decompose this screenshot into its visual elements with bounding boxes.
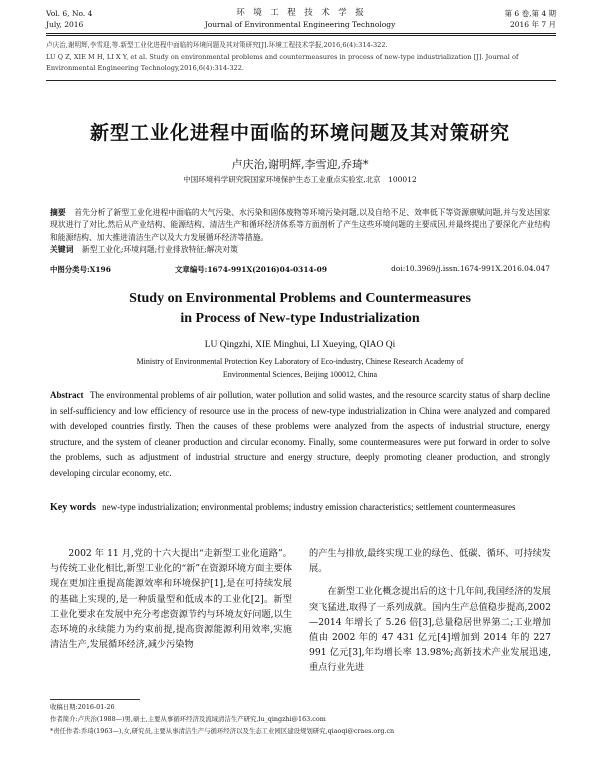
body-paragraph: 的产生与排放,最终实现工业的绿色、低碳、循环、可持续发展。 — [309, 548, 551, 575]
footnote-received: 收稿日期:2016-01-26 — [50, 703, 115, 711]
abstract-en-text: The environmental problems of air pollution, water pollution and solid wastes, and the resource scarcity status of sharp decline in self-sufficiency and low efficiency of resource use in the process of new-type industrialization in China were analyzed and compared with developed countries firstly. Then the causes of these problems were analyzed from the aspects of industrial structure, energy structure, and the system of cleaner production and circular economy. Finally, some countermeasures were put forward in order to solve the problems, such as adjustment of industrial structure and energy structure, deeply promoting cleaner production, and strongly developing circular economy, etc. — [50, 390, 551, 478]
keywords-cn-label: 关键词 — [50, 244, 74, 254]
header-journal: 环 境 工 程 技 术 学 报 Journal of Environmental Engineering Technology — [204, 8, 396, 29]
body-paragraph: 在新型工业化概念提出后的这十几年间,我国经济的发展突飞猛进,取得了一系列成就。国内生产总值稳步提高,2002—2014 年增长了 5.26 倍[3],总量稳居世界第二;工业增加值由 2002 年的 47 431 亿元[4]增加到 2014 年的 227 991 亿元[3],年均增长率 13.98%;高新技术产业发展迅速,重点行业先进 — [309, 586, 551, 674]
abstract-en-label: Abstract — [50, 390, 84, 400]
footnote-author-bio: 作者简介:卢庆治(1988—)男,硕士,主要从事循环经济及流域清洁生产研究,lu_qingzhi@163.com — [50, 715, 326, 723]
title-en: Study on Environmental Problems and Countermeasures in Process of New-type Industrialization — [129, 291, 471, 326]
header-issue: 第 6 卷,第 4 期 2016 年 7 月 — [504, 9, 556, 29]
abstract-cn — [50, 207, 550, 256]
clc-number: 中图分类号:X196 — [50, 265, 111, 274]
title-cn: 新型工业化进程中面临的环境问题及其对策研究 — [89, 122, 510, 144]
footnote-corresponding: *责任作者:乔琦(1963—),女,研究员,主要从事清洁生产与循环经济以及生态工业园区建设规划研究,qiaoqi@craes.org.cn — [50, 727, 395, 735]
authors-en: LU Qingzhi, XIE Minghui, LI Xueying, QIAO Qi — [204, 340, 396, 350]
keywords-en-text: new-type industrialization; environmental problems; industry emission characteristics; settlement countermeasures — [102, 502, 516, 512]
affiliation-cn: 中国环境科学研究院国家环境保护生态工业重点实验室,北京 100012 — [183, 175, 417, 184]
body-right-column — [309, 546, 551, 676]
article-meta-cn — [50, 264, 550, 275]
abstract-cn-text: 首先分析了新型工业化进程中面临的大气污染、水污染和固体废物等环境污染问题,以及自给不足、效率低下等资源禀赋问题,并与发达国家现状进行了对比,然后从产业结构、能源结构、清洁生产和循环经济体系等方面剖析了产生这些环境问题的主要成因,并最终提出了要深化产业结构和能源结构、加大推进清洁生产以及大力发展循环经济等措施。 — [50, 208, 551, 242]
body-paragraph: 2002 年 11 月,党的十六大提出“走新型工业化道路”。与传统工业化相比,新型工业化的“新”在资源环境方面主要体现在更加注重提高能源效率和环境保护[1],是在可持续发展的基础上实现的,是一种质量型和低成本的工业化[2]。新型工业化要求在发展中充分考虑资源节约与环境友好问题,以生态环境的永续能力为约束前提,提高资源能源利用效率,实施清洁生产,发展循环经济,减少污染物 — [50, 548, 293, 651]
keywords-cn — [50, 244, 550, 256]
citation-block: 卢庆治,谢明辉,李雪迎,等.新型工业化进程中面临的环境问题及其对策研究[J].环境工程技术学报,2016,6(4):314-322. LU Q Z, XIE M H, LI X Y, et al. Study on environmental problems and countermeasures in process of new-type industrialization [J]. Journal of Environmental Engineering Technology,2016,6(4):314-322. — [46, 41, 519, 72]
keywords-cn-text: 新型工业化;环境问题;行业排放特征;解决对策 — [81, 244, 238, 254]
header-rule — [46, 33, 556, 34]
abstract-en — [50, 388, 550, 481]
affiliation-en: Ministry of Environmental Protection Key Laboratory of Eco-industry, Chinese Research Academy of Environmental Sciences, Beijing 100012, China — [136, 357, 464, 379]
footnote-rule — [50, 699, 140, 700]
doc-code: 文章编号:1674-991X(2016)04-0314-09 — [175, 265, 327, 274]
keywords-en — [50, 500, 550, 516]
doi: doi:10.3969/j.issn.1674-991X.2016.04.047 — [391, 264, 550, 273]
authors-cn: 卢庆治,谢明辉,李雪迎,乔琦* — [231, 158, 369, 171]
header-volume: Vol. 6, No. 4 July, 2016 — [46, 9, 93, 29]
keywords-en-label: Key words — [50, 502, 96, 513]
header-rule-2 — [46, 35, 556, 36]
body-left-column — [50, 546, 292, 652]
citation-rule — [46, 80, 556, 81]
abstract-cn-label: 摘要 — [50, 208, 66, 217]
